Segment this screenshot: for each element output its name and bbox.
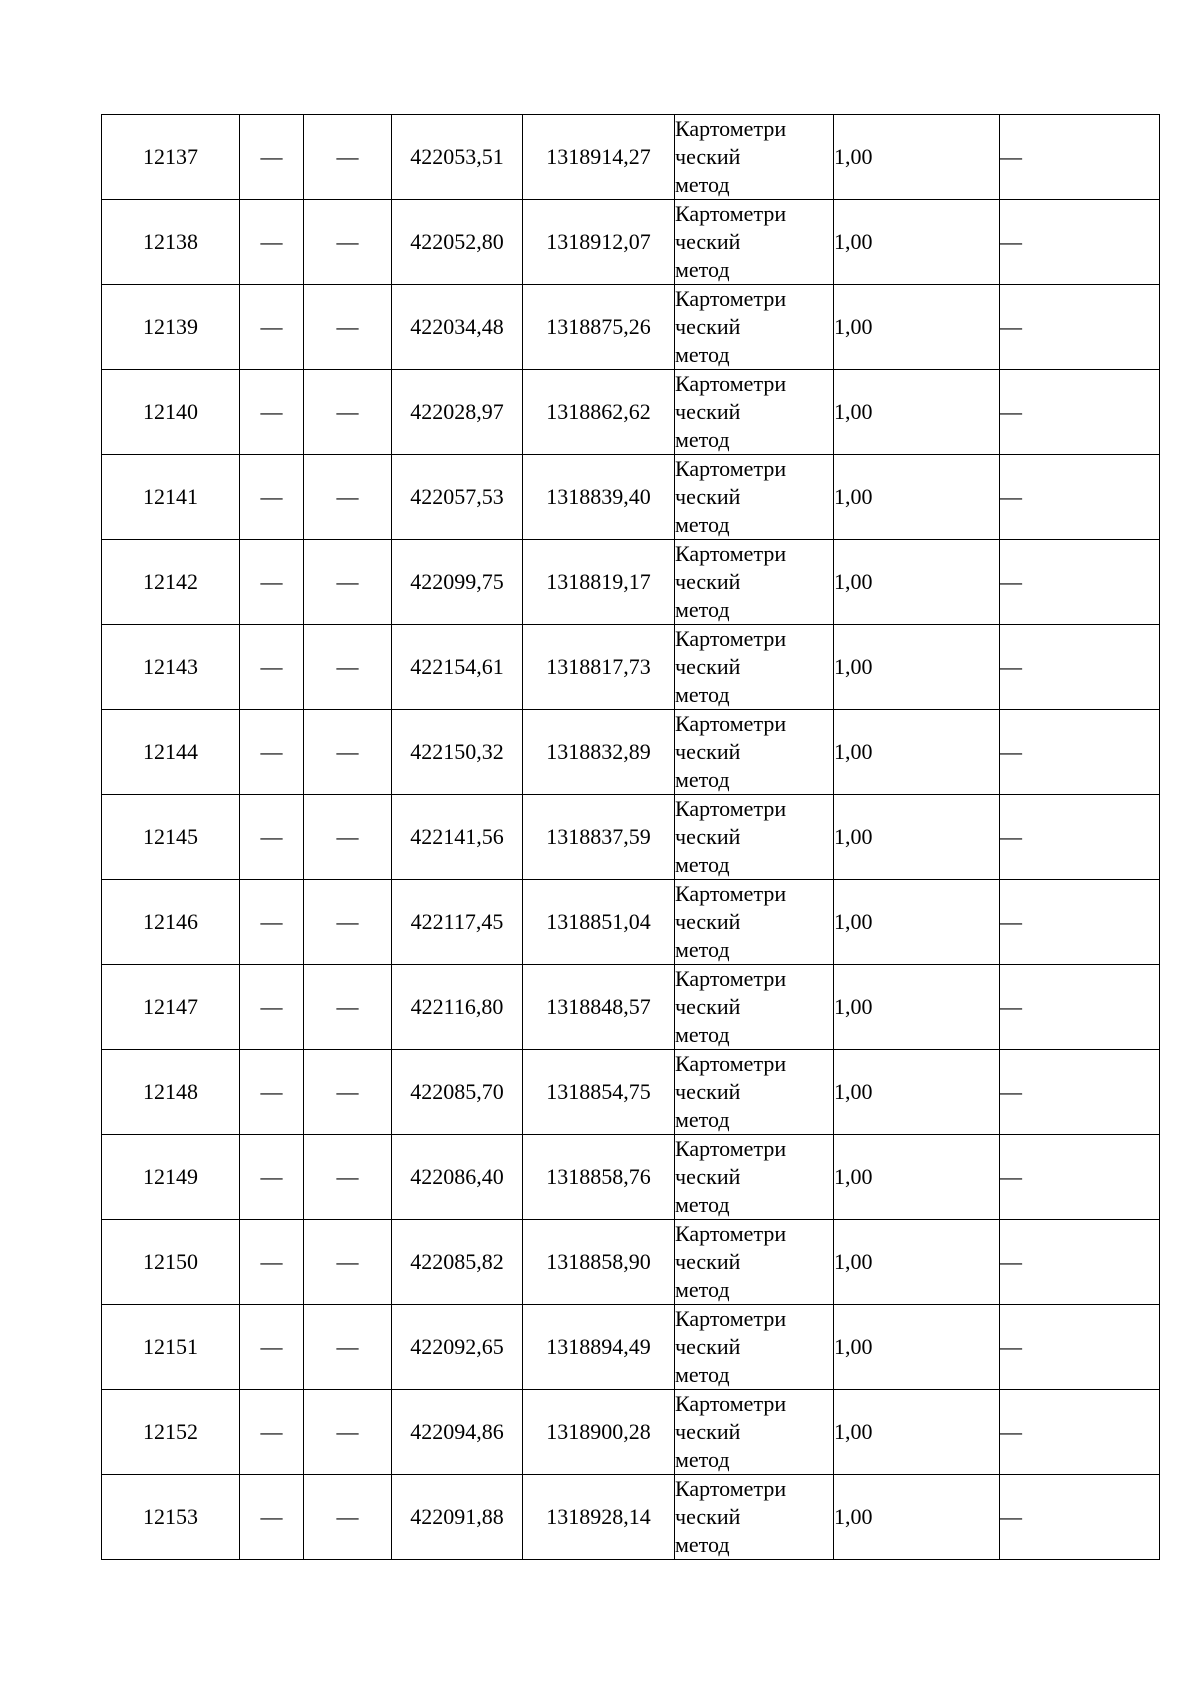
empty-cell-dash: —: [304, 370, 392, 455]
method-line: метод: [675, 172, 730, 197]
method-line: Картометри: [675, 286, 787, 311]
coordinate-y: 1318854,75: [523, 1050, 675, 1135]
coordinate-x: 422154,61: [392, 625, 523, 710]
coordinate-x: 422150,32: [392, 710, 523, 795]
method-line: метод: [675, 512, 730, 537]
empty-cell-dash: —: [240, 710, 304, 795]
coordinates-table: [101, 114, 1160, 1560]
coordinate-x: 422141,56: [392, 795, 523, 880]
method-line: Картометри: [675, 116, 787, 141]
empty-cell-dash: —: [304, 1390, 392, 1475]
empty-cell-dash: —: [240, 1220, 304, 1305]
description-dash: —: [1000, 625, 1160, 710]
accuracy-value: 1,00: [834, 455, 1000, 540]
coordinate-x: 422116,80: [392, 965, 523, 1050]
method-line: ческий: [675, 824, 741, 849]
table-row: [102, 710, 1160, 795]
accuracy-value: 1,00: [834, 1305, 1000, 1390]
point-number: 12144: [102, 710, 240, 795]
method-line: ческий: [675, 739, 741, 764]
description-dash: —: [1000, 1390, 1160, 1475]
empty-cell-dash: —: [240, 1305, 304, 1390]
point-number: 12149: [102, 1135, 240, 1220]
coordinate-x: 422085,70: [392, 1050, 523, 1135]
coordinate-x: 422028,97: [392, 370, 523, 455]
method-line: ческий: [675, 1164, 741, 1189]
coordinate-x: 422092,65: [392, 1305, 523, 1390]
point-number: 12141: [102, 455, 240, 540]
coordinate-x: 422053,51: [392, 115, 523, 200]
accuracy-value: 1,00: [834, 710, 1000, 795]
empty-cell-dash: —: [304, 285, 392, 370]
point-number: 12145: [102, 795, 240, 880]
description-dash: —: [1000, 1475, 1160, 1560]
method-cell: [675, 625, 834, 710]
empty-cell-dash: —: [240, 285, 304, 370]
point-number: 12142: [102, 540, 240, 625]
coordinate-y: 1318900,28: [523, 1390, 675, 1475]
accuracy-value: 1,00: [834, 200, 1000, 285]
accuracy-value: 1,00: [834, 1390, 1000, 1475]
empty-cell-dash: —: [304, 625, 392, 710]
coordinate-y: 1318912,07: [523, 200, 675, 285]
empty-cell-dash: —: [304, 455, 392, 540]
description-dash: —: [1000, 1220, 1160, 1305]
description-dash: —: [1000, 1135, 1160, 1220]
method-line: метод: [675, 597, 730, 622]
description-dash: —: [1000, 285, 1160, 370]
point-number: 12137: [102, 115, 240, 200]
coordinate-y: 1318817,73: [523, 625, 675, 710]
table-row: [102, 1135, 1160, 1220]
empty-cell-dash: —: [304, 200, 392, 285]
method-line: ческий: [675, 399, 741, 424]
method-line: Картометри: [675, 711, 787, 736]
method-line: ческий: [675, 229, 741, 254]
coordinate-y: 1318839,40: [523, 455, 675, 540]
method-line: Картометри: [675, 456, 787, 481]
method-line: ческий: [675, 1249, 741, 1274]
table-body: [102, 115, 1160, 1560]
method-line: ческий: [675, 909, 741, 934]
description-dash: —: [1000, 455, 1160, 540]
coordinate-x: 422057,53: [392, 455, 523, 540]
method-line: Картометри: [675, 541, 787, 566]
accuracy-value: 1,00: [834, 880, 1000, 965]
method-line: Картометри: [675, 371, 787, 396]
method-line: метод: [675, 257, 730, 282]
method-line: метод: [675, 1447, 730, 1472]
point-number: 12153: [102, 1475, 240, 1560]
method-line: ческий: [675, 569, 741, 594]
empty-cell-dash: —: [304, 1135, 392, 1220]
method-line: Картометри: [675, 966, 787, 991]
method-line: ческий: [675, 1079, 741, 1104]
method-cell: [675, 1220, 834, 1305]
coordinate-x: 422086,40: [392, 1135, 523, 1220]
point-number: 12140: [102, 370, 240, 455]
table-row: [102, 1050, 1160, 1135]
method-cell: [675, 540, 834, 625]
method-line: метод: [675, 767, 730, 792]
coordinate-y: 1318928,14: [523, 1475, 675, 1560]
accuracy-value: 1,00: [834, 795, 1000, 880]
table-row: [102, 1390, 1160, 1475]
method-cell: [675, 710, 834, 795]
empty-cell-dash: —: [240, 625, 304, 710]
description-dash: —: [1000, 880, 1160, 965]
empty-cell-dash: —: [240, 1475, 304, 1560]
method-cell: [675, 1475, 834, 1560]
method-line: ческий: [675, 1504, 741, 1529]
accuracy-value: 1,00: [834, 1475, 1000, 1560]
table-row: [102, 795, 1160, 880]
method-line: Картометри: [675, 201, 787, 226]
point-number: 12147: [102, 965, 240, 1050]
method-cell: [675, 795, 834, 880]
method-line: Картометри: [675, 796, 787, 821]
method-line: метод: [675, 1107, 730, 1132]
method-line: Картометри: [675, 1306, 787, 1331]
coordinate-y: 1318862,62: [523, 370, 675, 455]
method-cell: [675, 200, 834, 285]
method-cell: [675, 1390, 834, 1475]
method-cell: [675, 965, 834, 1050]
method-line: метод: [675, 342, 730, 367]
method-cell: [675, 1305, 834, 1390]
empty-cell-dash: —: [304, 710, 392, 795]
coordinate-y: 1318837,59: [523, 795, 675, 880]
empty-cell-dash: —: [240, 795, 304, 880]
description-dash: —: [1000, 200, 1160, 285]
table-row: [102, 285, 1160, 370]
method-cell: [675, 285, 834, 370]
method-line: метод: [675, 1277, 730, 1302]
accuracy-value: 1,00: [834, 1135, 1000, 1220]
coordinate-x: 422052,80: [392, 200, 523, 285]
accuracy-value: 1,00: [834, 1050, 1000, 1135]
table-row: [102, 1305, 1160, 1390]
point-number: 12139: [102, 285, 240, 370]
table-row: [102, 540, 1160, 625]
coordinate-x: 422094,86: [392, 1390, 523, 1475]
empty-cell-dash: —: [240, 455, 304, 540]
coordinate-y: 1318832,89: [523, 710, 675, 795]
method-cell: [675, 115, 834, 200]
method-line: ческий: [675, 484, 741, 509]
point-number: 12148: [102, 1050, 240, 1135]
coordinate-y: 1318858,90: [523, 1220, 675, 1305]
description-dash: —: [1000, 540, 1160, 625]
description-dash: —: [1000, 710, 1160, 795]
description-dash: —: [1000, 965, 1160, 1050]
accuracy-value: 1,00: [834, 540, 1000, 625]
method-line: метод: [675, 427, 730, 452]
point-number: 12150: [102, 1220, 240, 1305]
coordinate-y: 1318894,49: [523, 1305, 675, 1390]
empty-cell-dash: —: [304, 1305, 392, 1390]
empty-cell-dash: —: [240, 1050, 304, 1135]
accuracy-value: 1,00: [834, 370, 1000, 455]
empty-cell-dash: —: [240, 965, 304, 1050]
coordinate-y: 1318848,57: [523, 965, 675, 1050]
method-line: метод: [675, 682, 730, 707]
method-line: метод: [675, 852, 730, 877]
method-cell: [675, 1050, 834, 1135]
empty-cell-dash: —: [304, 540, 392, 625]
method-cell: [675, 880, 834, 965]
method-line: ческий: [675, 144, 741, 169]
table-row: [102, 880, 1160, 965]
empty-cell-dash: —: [240, 115, 304, 200]
method-line: ческий: [675, 314, 741, 339]
coordinate-y: 1318875,26: [523, 285, 675, 370]
empty-cell-dash: —: [240, 1135, 304, 1220]
point-number: 12138: [102, 200, 240, 285]
accuracy-value: 1,00: [834, 115, 1000, 200]
empty-cell-dash: —: [304, 1050, 392, 1135]
description-dash: —: [1000, 1050, 1160, 1135]
method-line: ческий: [675, 1334, 741, 1359]
coordinate-x: 422091,88: [392, 1475, 523, 1560]
table-row: [102, 965, 1160, 1050]
coordinate-x: 422099,75: [392, 540, 523, 625]
coordinate-y: 1318851,04: [523, 880, 675, 965]
coordinate-x: 422034,48: [392, 285, 523, 370]
coordinate-x: 422085,82: [392, 1220, 523, 1305]
point-number: 12151: [102, 1305, 240, 1390]
method-line: метод: [675, 1362, 730, 1387]
accuracy-value: 1,00: [834, 965, 1000, 1050]
table-row: [102, 1220, 1160, 1305]
method-line: Картометри: [675, 1221, 787, 1246]
method-line: Картометри: [675, 1136, 787, 1161]
method-cell: [675, 1135, 834, 1220]
point-number: 12152: [102, 1390, 240, 1475]
empty-cell-dash: —: [240, 200, 304, 285]
empty-cell-dash: —: [304, 1220, 392, 1305]
empty-cell-dash: —: [304, 115, 392, 200]
table-row: [102, 625, 1160, 710]
method-line: ческий: [675, 1419, 741, 1444]
method-line: Картометри: [675, 881, 787, 906]
empty-cell-dash: —: [304, 965, 392, 1050]
accuracy-value: 1,00: [834, 1220, 1000, 1305]
empty-cell-dash: —: [240, 1390, 304, 1475]
description-dash: —: [1000, 1305, 1160, 1390]
table-row: [102, 370, 1160, 455]
method-line: метод: [675, 1022, 730, 1047]
method-line: метод: [675, 1192, 730, 1217]
coordinate-y: 1318819,17: [523, 540, 675, 625]
description-dash: —: [1000, 115, 1160, 200]
empty-cell-dash: —: [304, 880, 392, 965]
accuracy-value: 1,00: [834, 625, 1000, 710]
method-line: Картометри: [675, 1051, 787, 1076]
empty-cell-dash: —: [240, 370, 304, 455]
coordinate-y: 1318858,76: [523, 1135, 675, 1220]
empty-cell-dash: —: [304, 1475, 392, 1560]
table-row: [102, 455, 1160, 540]
method-line: ческий: [675, 994, 741, 1019]
coordinate-y: 1318914,27: [523, 115, 675, 200]
point-number: 12143: [102, 625, 240, 710]
coordinate-x: 422117,45: [392, 880, 523, 965]
method-line: ческий: [675, 654, 741, 679]
point-number: 12146: [102, 880, 240, 965]
method-line: Картометри: [675, 626, 787, 651]
description-dash: —: [1000, 370, 1160, 455]
empty-cell-dash: —: [304, 795, 392, 880]
table-row: [102, 200, 1160, 285]
method-cell: [675, 370, 834, 455]
empty-cell-dash: —: [240, 880, 304, 965]
empty-cell-dash: —: [240, 540, 304, 625]
method-line: Картометри: [675, 1476, 787, 1501]
table-row: [102, 115, 1160, 200]
method-line: метод: [675, 1532, 730, 1557]
accuracy-value: 1,00: [834, 285, 1000, 370]
table-row: [102, 1475, 1160, 1560]
method-line: Картометри: [675, 1391, 787, 1416]
method-line: метод: [675, 937, 730, 962]
description-dash: —: [1000, 795, 1160, 880]
method-cell: [675, 455, 834, 540]
